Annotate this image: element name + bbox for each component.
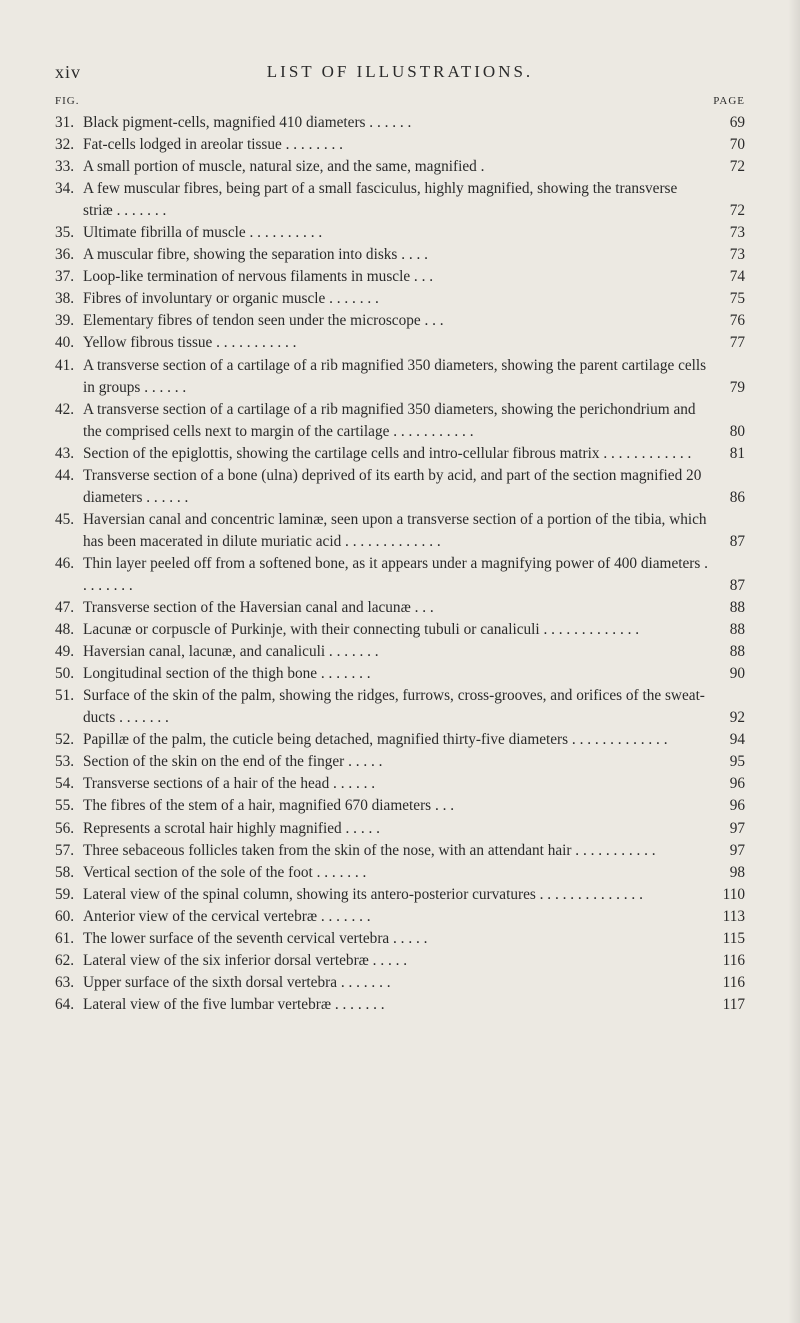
- figure-caption: Black pigment-cells, magnified 410 diameters . . . . . .: [83, 114, 412, 131]
- figure-caption: Transverse sections of a hair of the head . . . . . .: [83, 775, 376, 793]
- figure-caption: Anterior view of the cervical vertebræ . . . . . . .: [83, 907, 371, 925]
- page-reference: 88: [729, 621, 745, 639]
- page-reference: 75: [729, 290, 745, 308]
- list-item: [55, 818, 747, 840]
- list-item: [55, 244, 747, 266]
- figure-caption: Transverse section of the Haversian canal and lacunæ . . .: [83, 599, 434, 617]
- figure-caption: A transverse section of a cartilage of a rib magnified 350 diameters, showing the perichondrium and the comprised cells next to margin of the cartilage . . . . . . . . . . .: [83, 400, 696, 440]
- list-item: [55, 443, 747, 465]
- list-item: [55, 729, 747, 751]
- figure-number: 40.: [55, 334, 75, 352]
- figure-number: 64.: [55, 995, 75, 1013]
- figure-number: 47.: [55, 599, 75, 617]
- page-reference: 73: [729, 224, 745, 242]
- list-item: [55, 950, 747, 972]
- figure-caption: Longitudinal section of the thigh bone . . . . . . .: [83, 665, 371, 683]
- illustrations-list: [55, 112, 747, 1016]
- figure-caption: Three sebaceous follicles taken from the skin of the nose, with an attendant hair . . . . . . . . . . .: [83, 841, 656, 859]
- list-item: [55, 178, 747, 222]
- figure-number: 33.: [55, 158, 75, 176]
- page-reference: 77: [729, 334, 745, 352]
- page-reference: 113: [722, 907, 745, 925]
- page-reference: 87: [729, 532, 745, 550]
- page-reference: 86: [729, 488, 745, 506]
- list-item: [55, 266, 747, 288]
- page-reference: 116: [722, 973, 745, 991]
- figure-number: 51.: [55, 687, 75, 705]
- figure-caption: Thin layer peeled off from a softened bone, as it appears under a magnifying power of 400 diameters . . . . . . . .: [83, 554, 708, 594]
- list-item: [55, 795, 747, 817]
- running-head: LIST OF ILLUSTRATIONS.: [266, 62, 534, 81]
- list-item: [55, 906, 747, 928]
- figure-caption: A transverse section of a cartilage of a rib magnified 350 diameters, showing the parent cartilage cells in groups . . . . . .: [83, 356, 707, 396]
- page-reference: 76: [729, 312, 745, 330]
- figure-number: 34.: [55, 180, 75, 198]
- list-item: [55, 663, 747, 685]
- figure-number: 53.: [55, 753, 75, 771]
- list-item: [55, 156, 747, 178]
- figure-caption: The lower surface of the seventh cervical vertebra . . . . .: [83, 929, 428, 947]
- figure-number: 63.: [55, 973, 75, 991]
- list-item: [55, 597, 747, 619]
- list-item: [55, 884, 747, 906]
- list-item: [55, 355, 747, 399]
- page-reference: 97: [729, 841, 745, 859]
- figure-number: 49.: [55, 643, 75, 661]
- list-item: [55, 862, 747, 884]
- column-headers: [55, 95, 745, 109]
- figure-number: 55.: [55, 797, 75, 815]
- figure-caption: The fibres of the stem of a hair, magnified 670 diameters . . .: [83, 797, 455, 815]
- page-reference: 94: [729, 731, 745, 749]
- page-reference: 74: [729, 268, 745, 286]
- figure-caption: Section of the epiglottis, showing the cartilage cells and intro-cellular fibrous matrix . . . . . . . . . . . .: [83, 444, 692, 462]
- figure-caption: A muscular fibre, showing the separation into disks . . . .: [83, 246, 428, 264]
- fig-column-header: FIG.: [55, 95, 80, 107]
- figure-caption: Ultimate fibrilla of muscle . . . . . . . . . .: [83, 224, 323, 242]
- figure-caption: Surface of the skin of the palm, showing the ridges, furrows, cross-grooves, and orifices of the sweat-ducts . . . . . . .: [83, 687, 705, 727]
- list-item: [55, 641, 747, 663]
- figure-number: 57.: [55, 841, 75, 859]
- figure-caption: Section of the skin on the end of the finger . . . . .: [83, 753, 383, 771]
- list-item: [55, 134, 747, 156]
- list-item: [55, 399, 747, 443]
- page-reference: 81: [729, 444, 745, 462]
- figure-caption: Fibres of involuntary or organic muscle . . . . . . .: [83, 290, 379, 308]
- page-reference: 110: [722, 885, 745, 903]
- list-item: [55, 972, 747, 994]
- figure-number: 54.: [55, 775, 75, 793]
- figure-number: 45.: [55, 510, 75, 528]
- list-item: [55, 310, 747, 332]
- page-reference: 88: [729, 599, 745, 617]
- list-item: [55, 332, 747, 354]
- figure-caption: Elementary fibres of tendon seen under the microscope . . .: [83, 312, 444, 330]
- list-item: [55, 509, 747, 553]
- page-reference: 72: [729, 202, 745, 220]
- figure-caption: Yellow fibrous tissue . . . . . . . . . . .: [83, 334, 297, 352]
- page-reference: 80: [729, 422, 745, 440]
- list-item: [55, 112, 747, 134]
- figure-number: 58.: [55, 863, 75, 881]
- page-reference: 72: [729, 158, 745, 176]
- figure-number: 59.: [55, 885, 75, 903]
- page-reference: 95: [729, 753, 745, 771]
- figure-number: 41.: [55, 356, 75, 374]
- figure-caption: Haversian canal and concentric laminæ, seen upon a transverse section of a portion of the tibia, which has been macerated in dilute muriatic acid . . . . . . . . . . . . .: [83, 510, 707, 550]
- figure-caption: Transverse section of a bone (ulna) deprived of its earth by acid, and part of the section magnified 20 diameters . . . . . .: [83, 466, 702, 506]
- page-reference: 88: [729, 643, 745, 661]
- list-item: [55, 751, 747, 773]
- figure-number: 43.: [55, 444, 75, 462]
- list-item: [55, 994, 747, 1016]
- figure-number: 48.: [55, 621, 75, 639]
- list-item: [55, 222, 747, 244]
- list-item: [55, 465, 747, 509]
- page-reference: 87: [729, 576, 745, 594]
- figure-number: 50.: [55, 665, 75, 683]
- figure-caption: Upper surface of the sixth dorsal vertebra . . . . . . .: [83, 973, 391, 991]
- page-reference: 115: [722, 929, 745, 947]
- list-item: [55, 773, 747, 795]
- figure-number: 56.: [55, 819, 75, 837]
- figure-caption: Fat-cells lodged in areolar tissue . . . . . . . .: [83, 136, 343, 154]
- list-item: [55, 840, 747, 862]
- list-item: [55, 685, 747, 729]
- list-item: [55, 619, 747, 641]
- figure-number: 31.: [55, 114, 75, 131]
- figure-number: 35.: [55, 224, 75, 242]
- page-reference: 96: [729, 775, 745, 793]
- page-reference: 70: [729, 136, 745, 154]
- figure-number: 37.: [55, 268, 75, 286]
- page-reference: 117: [722, 995, 745, 1013]
- figure-number: 38.: [55, 290, 75, 308]
- page-number: xiv: [55, 62, 82, 82]
- list-item: [55, 928, 747, 950]
- figure-number: 62.: [55, 951, 75, 969]
- figure-number: 46.: [55, 554, 75, 572]
- page-reference: 98: [729, 863, 745, 881]
- figure-number: 36.: [55, 246, 75, 264]
- page-edge-shadow: [788, 0, 800, 1323]
- figure-number: 44.: [55, 466, 75, 484]
- page-reference: 92: [729, 709, 745, 727]
- figure-caption: Lacunæ or corpuscle of Purkinje, with their connecting tubuli or canaliculi . . . . . . . . . . . . .: [83, 621, 640, 639]
- figure-caption: Vertical section of the sole of the foot . . . . . . .: [83, 863, 367, 881]
- figure-number: 32.: [55, 136, 75, 154]
- figure-number: 42.: [55, 400, 75, 418]
- figure-number: 60.: [55, 907, 75, 925]
- figure-caption: A small portion of muscle, natural size, and the same, magnified .: [83, 158, 485, 176]
- page-reference: 79: [729, 378, 745, 396]
- page-reference: 90: [729, 665, 745, 683]
- page-column-header: PAGE: [713, 95, 745, 107]
- figure-number: 52.: [55, 731, 75, 749]
- figure-number: 61.: [55, 929, 75, 947]
- page-reference: 96: [729, 797, 745, 815]
- list-item: [55, 288, 747, 310]
- figure-caption: Loop-like termination of nervous filaments in muscle . . .: [83, 268, 434, 286]
- figure-caption: Represents a scrotal hair highly magnified . . . . .: [83, 819, 380, 837]
- figure-caption: Lateral view of the six inferior dorsal vertebræ . . . . .: [83, 951, 408, 969]
- page-reference: 97: [729, 819, 745, 837]
- page-reference: 73: [729, 246, 745, 264]
- figure-caption: Haversian canal, lacunæ, and canaliculi . . . . . . .: [83, 643, 379, 661]
- page-header: [0, 62, 800, 86]
- page-reference: 116: [722, 951, 745, 969]
- figure-caption: A few muscular fibres, being part of a small fasciculus, highly magnified, showing the transverse striæ . . . . . . .: [83, 180, 678, 220]
- figure-caption: Papillæ of the palm, the cuticle being detached, magnified thirty-five diameters . . . . . . . . . . . . .: [83, 731, 668, 749]
- figure-number: 39.: [55, 312, 75, 330]
- figure-caption: Lateral view of the spinal column, showing its antero-posterior curvatures . . . . . . . . . . . . . .: [83, 885, 643, 903]
- figure-caption: Lateral view of the five lumbar vertebræ . . . . . . .: [83, 995, 385, 1013]
- page-reference: 69: [729, 114, 745, 131]
- list-item: [55, 553, 747, 597]
